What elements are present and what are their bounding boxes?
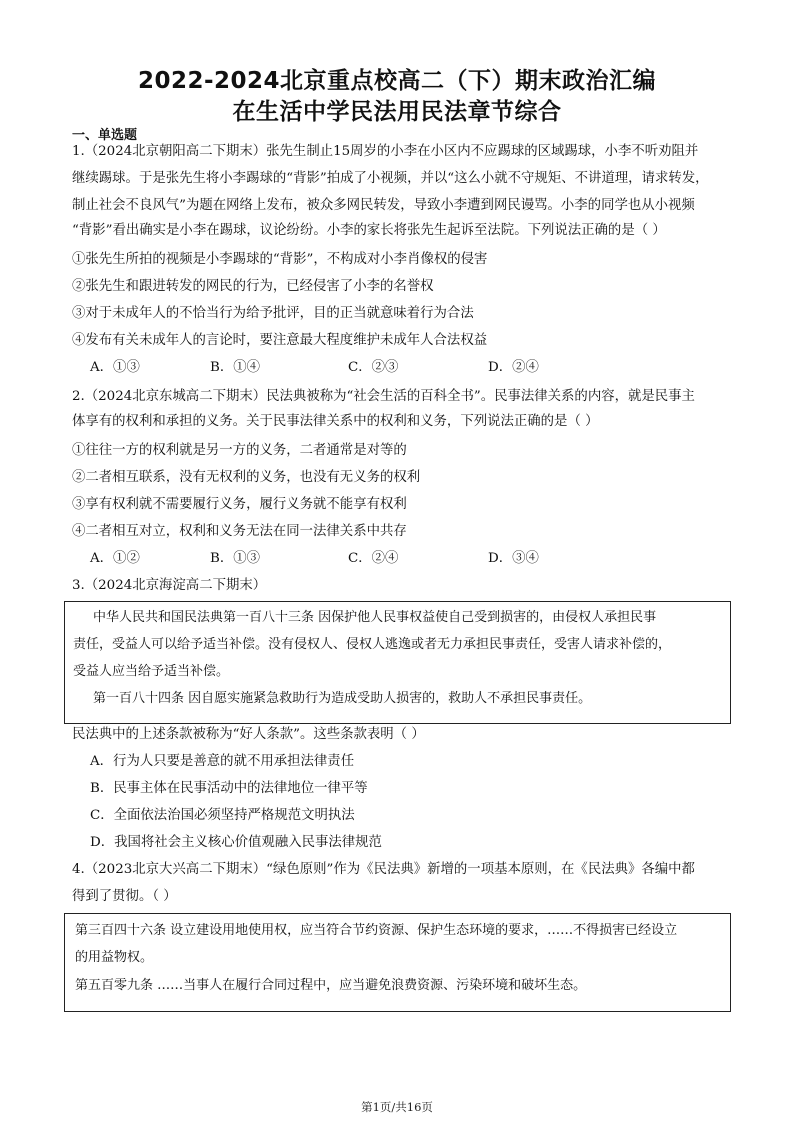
q1-line: 继续踢球。于是张先生将小李踢球的“背影”拍成了小视频，并以“这么小就不守规矩、不讲道理，请求转发，: [72, 171, 709, 186]
q4-quote-line: 的用益物权。: [75, 950, 154, 965]
q3-choice-d: D．我国将社会主义核心价值观融入民事法律规范: [90, 835, 382, 850]
q3-choice-b: B．民事主体在民事活动中的法律地位一律平等: [90, 781, 368, 796]
q1-line: “背影”看出确实是小李在踢球，议论纷纷。小李的家长将张先生起诉至法院。下列说法正确的是（ ）: [72, 223, 666, 238]
document-title-line2: 在生活中学民法用民法章节综合: [232, 99, 562, 125]
q3-quote-line: 中华人民共和国民法典第一百八十三条 因保护他人民事权益使自己受到损害的，由侵权人承担民事: [93, 610, 657, 625]
q1-option-b: B．①④: [210, 360, 261, 375]
q1-statement: ②张先生和跟进转发的网民的行为，已经侵害了小李的名誉权: [72, 279, 434, 294]
q4-quote-line: 第五百零九条 ……当事人在履行合同过程中，应当避免浪费资源、污染环境和破坏生态。: [75, 978, 587, 993]
q2-option-b: B．①③: [210, 551, 261, 566]
q1-statement: ③对于未成年人的不恰当行为给予批评，目的正当就意味着行为合法: [72, 306, 474, 321]
q3-quote-box: [64, 601, 731, 724]
q2-option-a: A．①②: [90, 551, 140, 566]
q1-option-c: C．②③: [348, 360, 399, 375]
q3-quote-line: 受益人应当给予适当补偿。: [73, 664, 230, 679]
q2-option-c: C．②④: [348, 551, 399, 566]
q3-stem: 民法典中的上述条款被称为“好人条款”。这些条款表明（ ）: [72, 727, 425, 742]
q1-statement: ①张先生所拍的视频是小李踢球的“背影”，不构成对小李肖像权的侵害: [72, 252, 488, 267]
q2-option-d: D．③④: [488, 551, 539, 566]
q4-quote-box: [64, 913, 731, 1012]
q3-quote-line: 第一百八十四条 因自愿实施紧急救助行为造成受助人损害的，救助人不承担民事责任。: [93, 691, 592, 706]
q3-header: 3.（2024北京海淀高二下期末）: [72, 578, 267, 593]
q4-quote-line: 第三百四十六条 设立建设用地使用权，应当符合节约资源、保护生态环境的要求，……不得损害已经设立: [75, 923, 678, 938]
q4-line: 得到了贯彻。（ ）: [72, 889, 177, 904]
q2-line: 2.（2024北京东城高二下期末）民法典被称为“社会生活的百科全书”。民事法律关系的内容，就是民事主: [72, 389, 695, 404]
q1-option-d: D．②④: [488, 360, 539, 375]
q3-choice-c: C．全面依法治国必须坚持严格规范文明执法: [90, 808, 355, 823]
section-heading: 一、单选题: [72, 128, 138, 143]
q2-statement: ②二者相互联系，没有无权利的义务，也没有无义务的权利: [72, 470, 421, 485]
q2-statement: ④二者相互对立，权利和义务无法在同一法律关系中共存: [72, 524, 407, 539]
q1-statement: ④发布有关未成年人的言论时，要注意最大程度维护未成年人合法权益: [72, 333, 488, 348]
page-number: 第1页/共16页: [361, 1100, 433, 1114]
q4-line: 4.（2023北京大兴高二下期末）“绿色原则”作为《民法典》新增的一项基本原则，在《民法典》各编中都: [72, 862, 695, 877]
q2-statement: ①往往一方的权利就是另一方的义务，二者通常是对等的: [72, 443, 407, 458]
document-title-line1: 2022-2024北京重点校高二（下）期末政治汇编: [137, 68, 657, 94]
q3-choice-a: A．行为人只要是善意的就不用承担法律责任: [90, 754, 355, 769]
q1-line: 制止社会不良风气”为题在网络上发布，被众多网民转发，导致小李遭到网民谩骂。小李的同学也从小视频: [72, 198, 695, 213]
q1-option-a: A．①③: [90, 360, 140, 375]
q2-line: 体享有的权利和承担的义务。关于民事法律关系中的权利和义务，下列说法正确的是（ ）: [72, 414, 599, 429]
q3-quote-line: 责任，受益人可以给予适当补偿。没有侵权人、侵权人逃逸或者无力承担民事责任，受害人请求补偿的，: [73, 637, 672, 652]
q1-line: 1.（2024北京朝阳高二下期末）张先生制止15周岁的小李在小区内不应踢球的区域踢球，小李不听劝阻并: [72, 144, 699, 159]
q2-statement: ③享有权利就不需要履行义务，履行义务就不能享有权利: [72, 497, 407, 512]
